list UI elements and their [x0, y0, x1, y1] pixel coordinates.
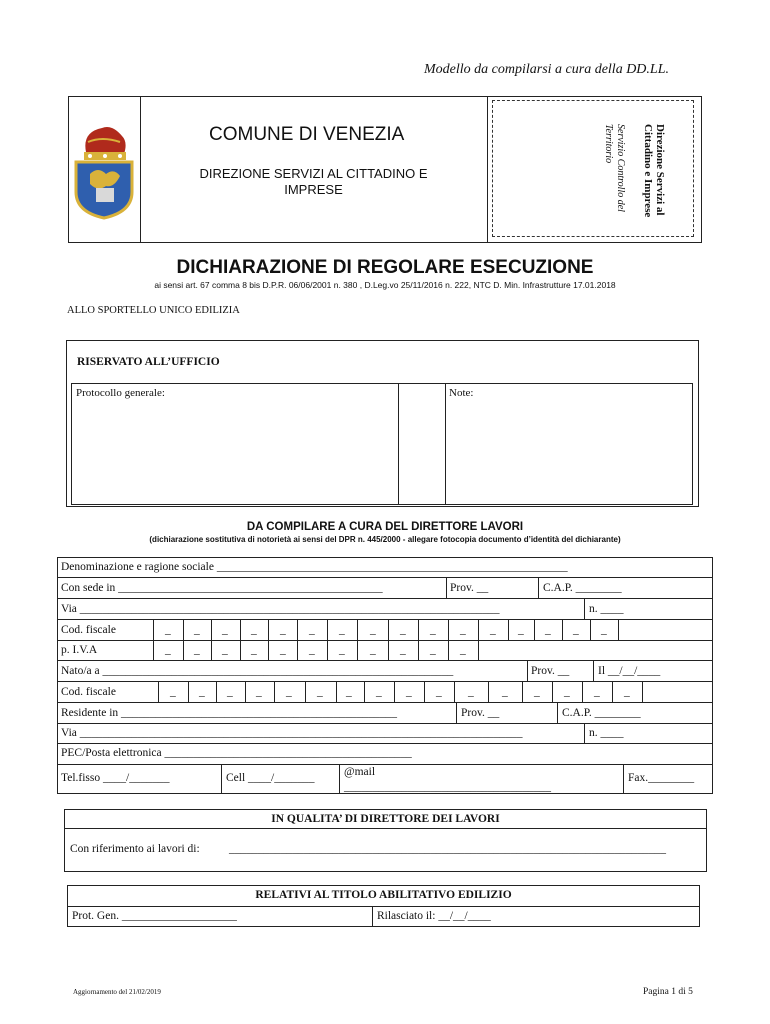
reserved-office-inner — [71, 383, 693, 505]
mail-field[interactable]: ____________________________________ — [344, 781, 551, 793]
coat-of-arms-logo — [72, 122, 136, 225]
recipient: ALLO SPORTELLO UNICO EDILIZIA — [67, 305, 240, 316]
office-divider — [445, 383, 446, 505]
document-subtitle: ai sensi art. 67 comma 8 bis D.P.R. 06/06/2001 n. 380 , D.Leg.vo 25/11/2016 n. 222, NTC D. Min. Infrastrutture 17.01.2018 — [154, 280, 616, 290]
civico-field[interactable]: n. ____ — [589, 603, 624, 615]
cod-fiscale-label: Cod. fiscale — [61, 624, 116, 636]
piva-label: p. I.V.A — [61, 644, 98, 656]
note-label: Note: — [449, 387, 474, 399]
stamp-text-bold — [642, 124, 666, 217]
comune-title: COMUNE DI VENEZIA — [209, 124, 405, 145]
titolo-title: RELATIVI AL TITOLO ABILITATIVO EDILIZIO — [255, 889, 512, 901]
nato-field[interactable]: Nato/a a _____________________________________________________________ — [61, 665, 454, 677]
mail-label: @mail — [344, 766, 376, 778]
direzione-title — [140, 166, 487, 198]
residente-field[interactable]: Residente in ________________________________________________ — [61, 707, 398, 719]
stamp-line-2: Cittadino e Imprese — [642, 124, 654, 218]
via-residenza-field[interactable]: Via _____________________________________________________________________________ — [61, 727, 523, 739]
cap-residenza-field[interactable]: C.A.P. ________ — [562, 707, 641, 719]
document-title: DICHIARAZIONE DI REGOLARE ESECUZIONE — [176, 257, 594, 278]
direzione-line-1: DIREZIONE SERVIZI AL CITTADINO E — [199, 166, 428, 181]
prov-residenza-field[interactable]: Prov. __ — [461, 707, 500, 719]
footer-update: Aggiornamento del 21/02/2019 — [73, 988, 161, 996]
cod-fiscale-label-2: Cod. fiscale — [61, 686, 116, 698]
stamp-line-1: Direzione Servizi al — [654, 124, 666, 216]
stamp-text-italic — [602, 124, 626, 212]
fax-field[interactable]: Fax.________ — [628, 772, 695, 784]
pec-field[interactable]: PEC/Posta elettronica ___________________________________________ — [61, 747, 412, 759]
protocollo-label: Protocollo generale: — [76, 387, 165, 399]
denominazione-field[interactable]: Denominazione e ragione sociale _____________________________________________________________ — [61, 561, 568, 573]
stamp-line-3: Servizio Controllo del — [615, 124, 626, 212]
stamp-line-4: Territorio — [603, 124, 614, 164]
office-divider — [398, 383, 399, 505]
data-nascita-field[interactable]: Il __/__/____ — [598, 665, 661, 677]
section-subtitle: (dichiarazione sostitutiva di notorietà ai sensi del DPR n. 445/2000 - allegare fotocopia documento d’identità del dichiarante) — [149, 535, 621, 544]
cap-field[interactable]: C.A.P. ________ — [543, 582, 622, 594]
model-note: Modello da compilarsi a cura della DD.LL. — [424, 62, 669, 77]
tel-field[interactable]: Tel.fisso ____/_______ — [61, 772, 170, 784]
prot-gen-field[interactable]: Prot. Gen. ____________________ — [72, 910, 237, 922]
cell-field[interactable]: Cell ____/_______ — [226, 772, 315, 784]
header-divider — [487, 96, 488, 243]
prov-nascita-field[interactable]: Prov. __ — [531, 665, 570, 677]
via-field[interactable]: Via _________________________________________________________________________ — [61, 603, 500, 615]
reserved-office-title: RISERVATO ALL’UFFICIO — [77, 356, 220, 368]
prov-field[interactable]: Prov. __ — [450, 582, 489, 594]
sede-field[interactable]: Con sede in ______________________________________________ — [61, 582, 383, 594]
riferimento-field[interactable]: ____________________________________________________________________________ — [229, 843, 666, 855]
direzione-line-2: IMPRESE — [284, 182, 343, 197]
page-number: Pagina 1 di 5 — [643, 987, 693, 997]
civico-residenza-field[interactable]: n. ____ — [589, 727, 624, 739]
qualita-title: IN QUALITA’ DI DIRETTORE DEI LAVORI — [271, 813, 500, 825]
riferimento-label: Con riferimento ai lavori di: — [70, 843, 200, 855]
rilasciato-field[interactable]: Rilasciato il: __/__/____ — [377, 910, 491, 922]
section-title: DA COMPILARE A CURA DEL DIRETTORE LAVORI — [246, 521, 524, 533]
